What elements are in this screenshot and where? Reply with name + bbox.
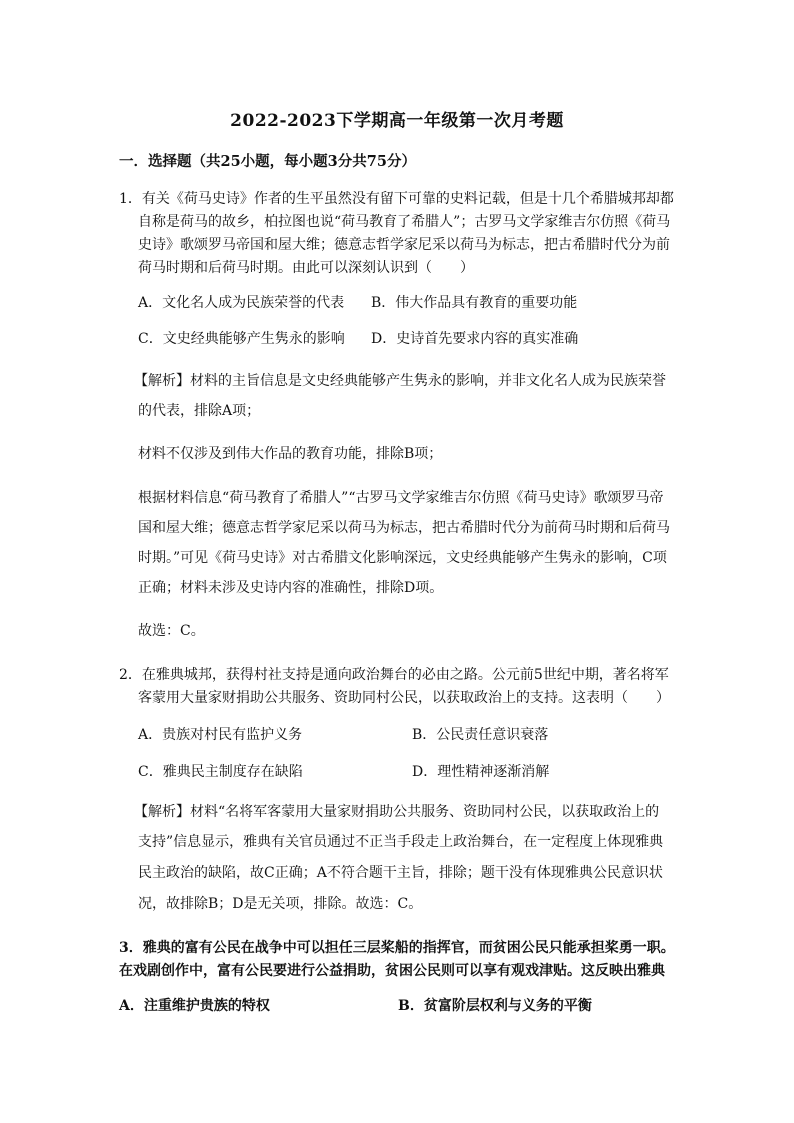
option-d[interactable]: D．理性精神逐渐消解 xyxy=(412,764,550,780)
analysis-line: 国和屋大维；德意志哲学家尼采以荷马为标志，把古希腊时代分为前荷马时期和后荷马 xyxy=(138,520,670,536)
analysis-line: 支持”信息显示，雅典有关官员通过不正当手段走上政治舞台，在一定程度上体现雅典 xyxy=(138,834,664,850)
question-text-line: 自称是荷马的故乡，柏拉图也说“荷马教育了希腊人”；古罗马文学家维吉尔仿照《荷马 xyxy=(138,214,671,230)
option-b[interactable]: B．公民责任意识衰落 xyxy=(412,727,549,743)
question-text-line: 荷马时期和后荷马时期。由此可以深刻认识到（ ） xyxy=(138,260,474,276)
analysis-line: 【解析】材料“名将军客蒙用大量家财捐助公共服务、资助同村公民，以获取政治上的 xyxy=(134,804,660,820)
option-b[interactable]: B．贫富阶层权利与义务的平衡 xyxy=(398,998,592,1014)
analysis-line: 时期。”可见《荷马史诗》对古希腊文化影响深远，文史经典能够产生隽永的影响，C项 xyxy=(138,550,667,566)
analysis-line: 正确；材料未涉及史诗内容的准确性，排除D项。 xyxy=(138,580,444,596)
section-heading: 一．选择题（共25小题，每小题3分共75分） xyxy=(119,153,416,170)
option-d[interactable]: D．史诗首先要求内容的真实准确 xyxy=(371,331,579,347)
option-a[interactable]: A．文化名人成为民族荣誉的代表 xyxy=(138,295,345,311)
analysis-line: 民主政治的缺陷，故C正确；A不符合题干主旨，排除；题干没有体现雅典公民意识状 xyxy=(138,865,663,881)
question-text-line: 客蒙用大量家财捐助公共服务、资助同村公民，以获取政治上的支持。这表明（ ） xyxy=(138,690,670,706)
analysis-line: 的代表，排除A项； xyxy=(138,403,261,419)
option-a[interactable]: A．注重维护贵族的特权 xyxy=(119,998,270,1014)
analysis-line: 材料不仅涉及到伟大作品的教育功能，排除B项； xyxy=(138,446,443,462)
analysis-line: 【解析】材料的主旨信息是文史经典能够产生隽永的影响，并非文化名人成为民族荣誉 xyxy=(134,373,666,389)
question-text-line: 2．在雅典城邦，获得村社支持是通向政治舞台的必由之路。公元前5世纪中期，著名将军 xyxy=(119,667,669,683)
answer-line: 故选：C。 xyxy=(138,623,205,639)
question-text-line: 3．雅典的富有公民在战争中可以担任三层桨船的指挥官，而贫困公民只能承担桨勇一职。 xyxy=(119,940,675,956)
option-c[interactable]: C．雅典民主制度存在缺陷 xyxy=(138,764,303,780)
question-text-line: 史诗》歌颂罗马帝国和屋大维；德意志哲学家尼采以荷马为标志，把古希腊时代分为前 xyxy=(138,237,670,253)
analysis-line: 根据材料信息“荷马教育了希腊人”“古罗马文学家维吉尔仿照《荷马史诗》歌颂罗马帝 xyxy=(138,490,664,506)
option-b[interactable]: B．伟大作品具有教育的重要功能 xyxy=(371,295,578,311)
option-a[interactable]: A．贵族对村民有监护义务 xyxy=(138,727,303,743)
question-text-line: 在戏剧创作中，富有公民要进行公益捐助，贫困公民则可以享有观戏津贴。这反映出雅典 xyxy=(119,963,665,979)
page-title: 2022-2023下学期高一年级第一次月考题 xyxy=(230,111,564,131)
question-text-line: 1．有关《荷马史诗》作者的生平虽然没有留下可靠的史料记载，但是十几个希腊城邦却都 xyxy=(119,191,674,207)
analysis-line: 况，故排除B；D是无关项，排除。故选：C。 xyxy=(138,896,423,912)
option-c[interactable]: C．文史经典能够产生隽永的影响 xyxy=(138,331,345,347)
